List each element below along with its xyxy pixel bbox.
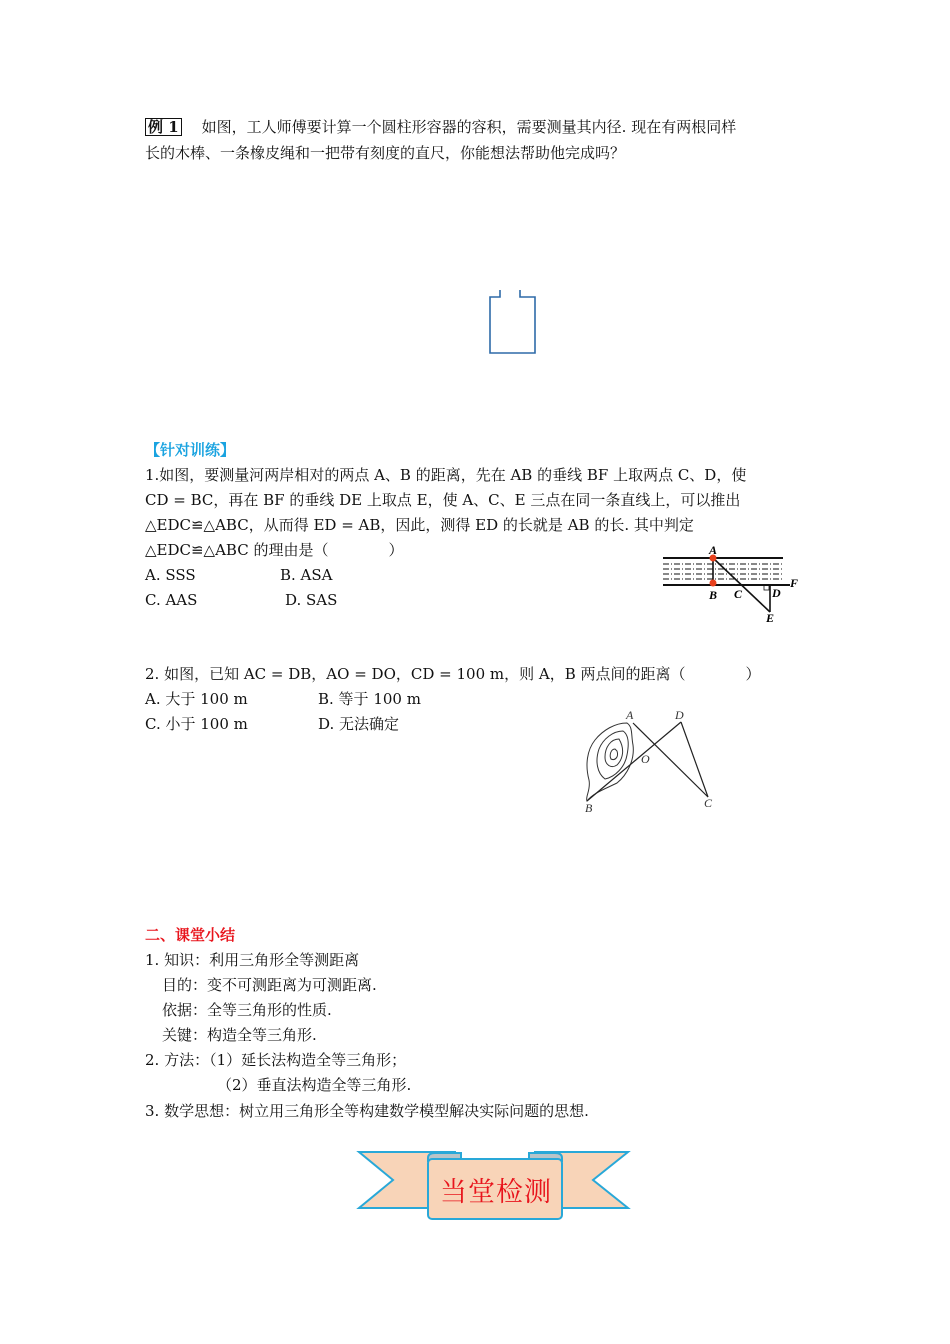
summary-line-2: 目的：变不可测距离为可测距离. (162, 976, 377, 994)
svg-text:D: D (772, 586, 781, 600)
summary-line-6: （2）垂直法构造全等三角形. (217, 1076, 412, 1094)
q1-line-3: △EDC≌△ABC，从而得 ED = AB，因此，测得 ED 的长就是 AB 的长. 其中判定 (145, 516, 694, 534)
summary-line-4: 关键：构造全等三角形. (162, 1026, 317, 1044)
summary-line-5: 2. 方法：（1）延长法构造全等三角形； (145, 1051, 407, 1069)
summary-heading: 二、课堂小结 (145, 926, 236, 944)
svg-text:A: A (709, 543, 718, 557)
q1-option-d[interactable]: D. SAS (285, 591, 338, 609)
svg-text:D: D (675, 708, 684, 722)
cylinder-container-figure (485, 285, 540, 360)
svg-text:C: C (704, 796, 713, 810)
example-label: 例 1 (145, 118, 182, 136)
q2-option-b[interactable]: B. 等于 100 m (318, 690, 421, 708)
svg-text:C: C (734, 587, 743, 601)
q2-line-1: 2. 如图，已知 AC = DB，AO = DO，CD = 100 m，则 A，B 两点间的距离（ ） (145, 665, 761, 683)
q1-line-4: △EDC≌△ABC 的理由是（ ） (145, 541, 404, 559)
example-1-line-2: 长的木棒、一条橡皮绳和一把带有刻度的直尺，你能想法帮助他完成吗？ (145, 144, 626, 162)
svg-text:A: A (626, 708, 634, 722)
svg-text:O: O (641, 752, 650, 766)
svg-text:B: B (709, 588, 718, 602)
q2-option-d[interactable]: D. 无法确定 (318, 715, 400, 733)
svg-text:F: F (790, 576, 799, 590)
practice-heading: 【针对训练】 (145, 441, 236, 459)
q1-line-1: 1.如图，要测量河两岸相对的两点 A、B 的距离，先在 AB 的垂线 BF 上取两点 C、D，使 (145, 466, 747, 484)
svg-text:B: B (585, 801, 593, 815)
q1-option-a[interactable]: A. SSS (145, 566, 196, 584)
svg-text:E: E (766, 611, 775, 625)
q2-option-a[interactable]: A. 大于 100 m (145, 690, 248, 708)
pond-distance-figure (575, 705, 725, 820)
example-1-text-1: 如图，工人师傅要计算一个圆柱形容器的容积，需要测量其内径. 现在有两根同样 (201, 118, 737, 136)
q2-option-c[interactable]: C. 小于 100 m (145, 715, 248, 733)
q1-line-2: CD = BC，再在 BF 的垂线 DE 上取点 E，使 A、C、E 三点在同一条直线上，可以推出 (145, 491, 741, 509)
river-measurement-figure (660, 540, 805, 630)
example-1-line-1 (145, 117, 736, 137)
summary-line-7: 3. 数学思想：树立用三角形全等构建数学模型解决实际问题的思想. (145, 1102, 589, 1120)
banner-label: 当堂检测 (440, 1176, 552, 1208)
summary-line-1: 1. 知识：利用三角形全等测距离 (145, 951, 360, 969)
summary-line-3: 依据：全等三角形的性质. (162, 1001, 332, 1019)
q1-option-b[interactable]: B. ASA (280, 566, 333, 584)
q1-option-c[interactable]: C. AAS (145, 591, 198, 609)
